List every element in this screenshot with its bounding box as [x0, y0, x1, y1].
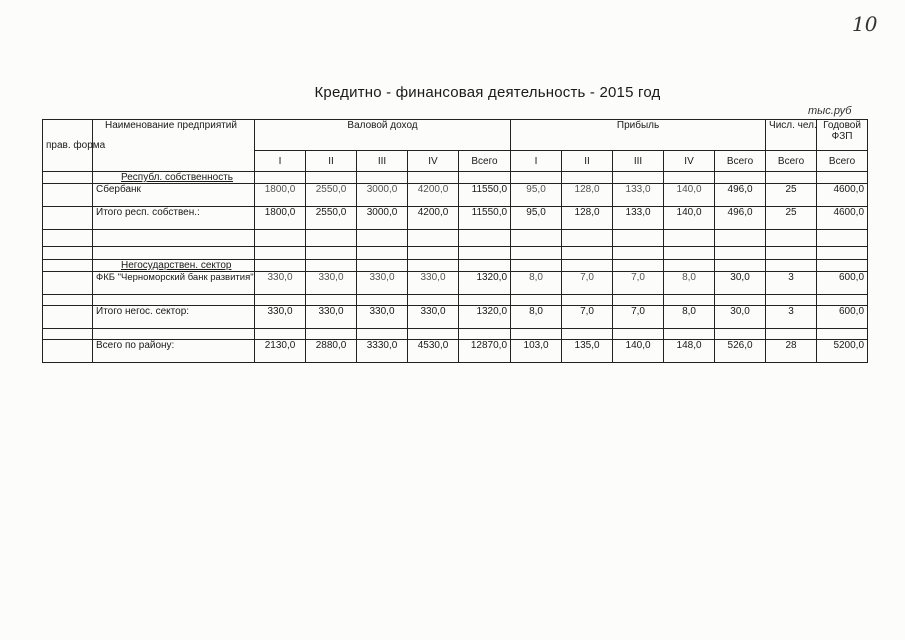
cell-value: 128,0 [562, 207, 613, 230]
cell-value: 5200,0 [817, 340, 868, 363]
cell-value: 4530,0 [408, 340, 459, 363]
header-gross-q4: IV [408, 151, 459, 172]
cell-value: 1320,0 [459, 272, 511, 295]
cell-value: 8,0 [664, 306, 715, 329]
cell-value: 8,0 [511, 272, 562, 295]
finance-table [42, 119, 868, 363]
cell-value: 7,0 [613, 306, 664, 329]
cell-value: 600,0 [817, 306, 868, 329]
cell-value: 2130,0 [255, 340, 306, 363]
cell-value: 95,0 [511, 207, 562, 230]
cell-value: 11550,0 [459, 184, 511, 207]
header-gross-q3: III [357, 151, 408, 172]
header-profit-q2: II [562, 151, 613, 172]
row-name: Итого респ. собствен.: [93, 207, 255, 230]
cell-value: 3330,0 [357, 340, 408, 363]
document-title: Кредитно - финансовая деятельность - 2015 год [314, 84, 661, 101]
cell-value: 103,0 [511, 340, 562, 363]
header-gross-q2: II [306, 151, 357, 172]
cell-value: 330,0 [357, 306, 408, 329]
form-cell [43, 172, 93, 184]
cell-value: 4600,0 [817, 207, 868, 230]
empty-row [43, 247, 868, 260]
cell-value: 526,0 [715, 340, 766, 363]
cell-value: 12870,0 [459, 340, 511, 363]
cell-value: 330,0 [357, 272, 408, 295]
row-name: ФКБ "Черноморский банк развития" [93, 272, 255, 295]
cell-value: 133,0 [613, 184, 664, 207]
cell-value: 1800,0 [255, 184, 306, 207]
cell-value: 600,0 [817, 272, 868, 295]
row-name: Итого негос. сектор: [93, 306, 255, 329]
page-number: 10 [852, 12, 878, 36]
header-profit-q1: I [511, 151, 562, 172]
cell-value: 3000,0 [357, 184, 408, 207]
cell-value: 25 [766, 207, 817, 230]
cell-value: 3 [766, 272, 817, 295]
cell-value: 3000,0 [357, 207, 408, 230]
cell-value: 7,0 [613, 272, 664, 295]
table-row [43, 340, 868, 363]
header-gross-q1: I [255, 151, 306, 172]
cell-value: 28 [766, 340, 817, 363]
header-profit: Прибыль [511, 120, 766, 151]
cell-value: 8,0 [664, 272, 715, 295]
cell-value: 330,0 [306, 306, 357, 329]
cell-value: 2550,0 [306, 184, 357, 207]
cell-value: 128,0 [562, 184, 613, 207]
cell-value: 7,0 [562, 306, 613, 329]
cell-value: 95,0 [511, 184, 562, 207]
cell-value: 330,0 [408, 306, 459, 329]
row-name: Всего по району: [93, 340, 255, 363]
cell-value: 330,0 [306, 272, 357, 295]
header-payroll: Годовой ФЗП [817, 120, 868, 151]
cell-value: 2880,0 [306, 340, 357, 363]
cell-value: 330,0 [255, 272, 306, 295]
cell-value: 4600,0 [817, 184, 868, 207]
row-name: Сбербанк [93, 184, 255, 207]
header-headcount-total: Всего [766, 151, 817, 172]
header-gross-total: Всего [459, 151, 511, 172]
cell-value: 3 [766, 306, 817, 329]
cell-value: 330,0 [255, 306, 306, 329]
header-payroll-total: Всего [817, 151, 868, 172]
cell-value: 11550,0 [459, 207, 511, 230]
empty-row [43, 230, 868, 247]
table-row [43, 272, 868, 295]
table-row [43, 207, 868, 230]
cell-value: 140,0 [664, 207, 715, 230]
cell-value: 30,0 [715, 306, 766, 329]
header-headcount: Числ. чел. [766, 120, 817, 151]
cell-value: 496,0 [715, 184, 766, 207]
cell-value: 1320,0 [459, 306, 511, 329]
empty-row [43, 329, 868, 340]
header-profit-total: Всего [715, 151, 766, 172]
cell-value: 496,0 [715, 207, 766, 230]
table-row [43, 184, 868, 207]
cell-value: 135,0 [562, 340, 613, 363]
section-republic: Республ. собственность [93, 172, 255, 184]
header-profit-q3: III [613, 151, 664, 172]
cell-value: 140,0 [613, 340, 664, 363]
cell-value: 140,0 [664, 184, 715, 207]
cell-value: 4200,0 [408, 207, 459, 230]
header-form: прав. форма [43, 120, 93, 172]
units-label: тыс.руб [808, 105, 852, 117]
cell-value: 25 [766, 184, 817, 207]
section-nongov: Негосударствен. сектор [93, 260, 255, 272]
cell-value: 133,0 [613, 207, 664, 230]
cell-value: 8,0 [511, 306, 562, 329]
cell-value: 2550,0 [306, 207, 357, 230]
cell-value: 4200,0 [408, 184, 459, 207]
cell-value: 30,0 [715, 272, 766, 295]
cell-value: 1800,0 [255, 207, 306, 230]
cell-value: 7,0 [562, 272, 613, 295]
cell-value: 330,0 [408, 272, 459, 295]
header-name: Наименование предприятий [93, 120, 255, 172]
cell-value: 148,0 [664, 340, 715, 363]
empty-row [43, 295, 868, 306]
header-gross-income: Валовой доход [255, 120, 511, 151]
header-profit-q4: IV [664, 151, 715, 172]
table-row [43, 306, 868, 329]
